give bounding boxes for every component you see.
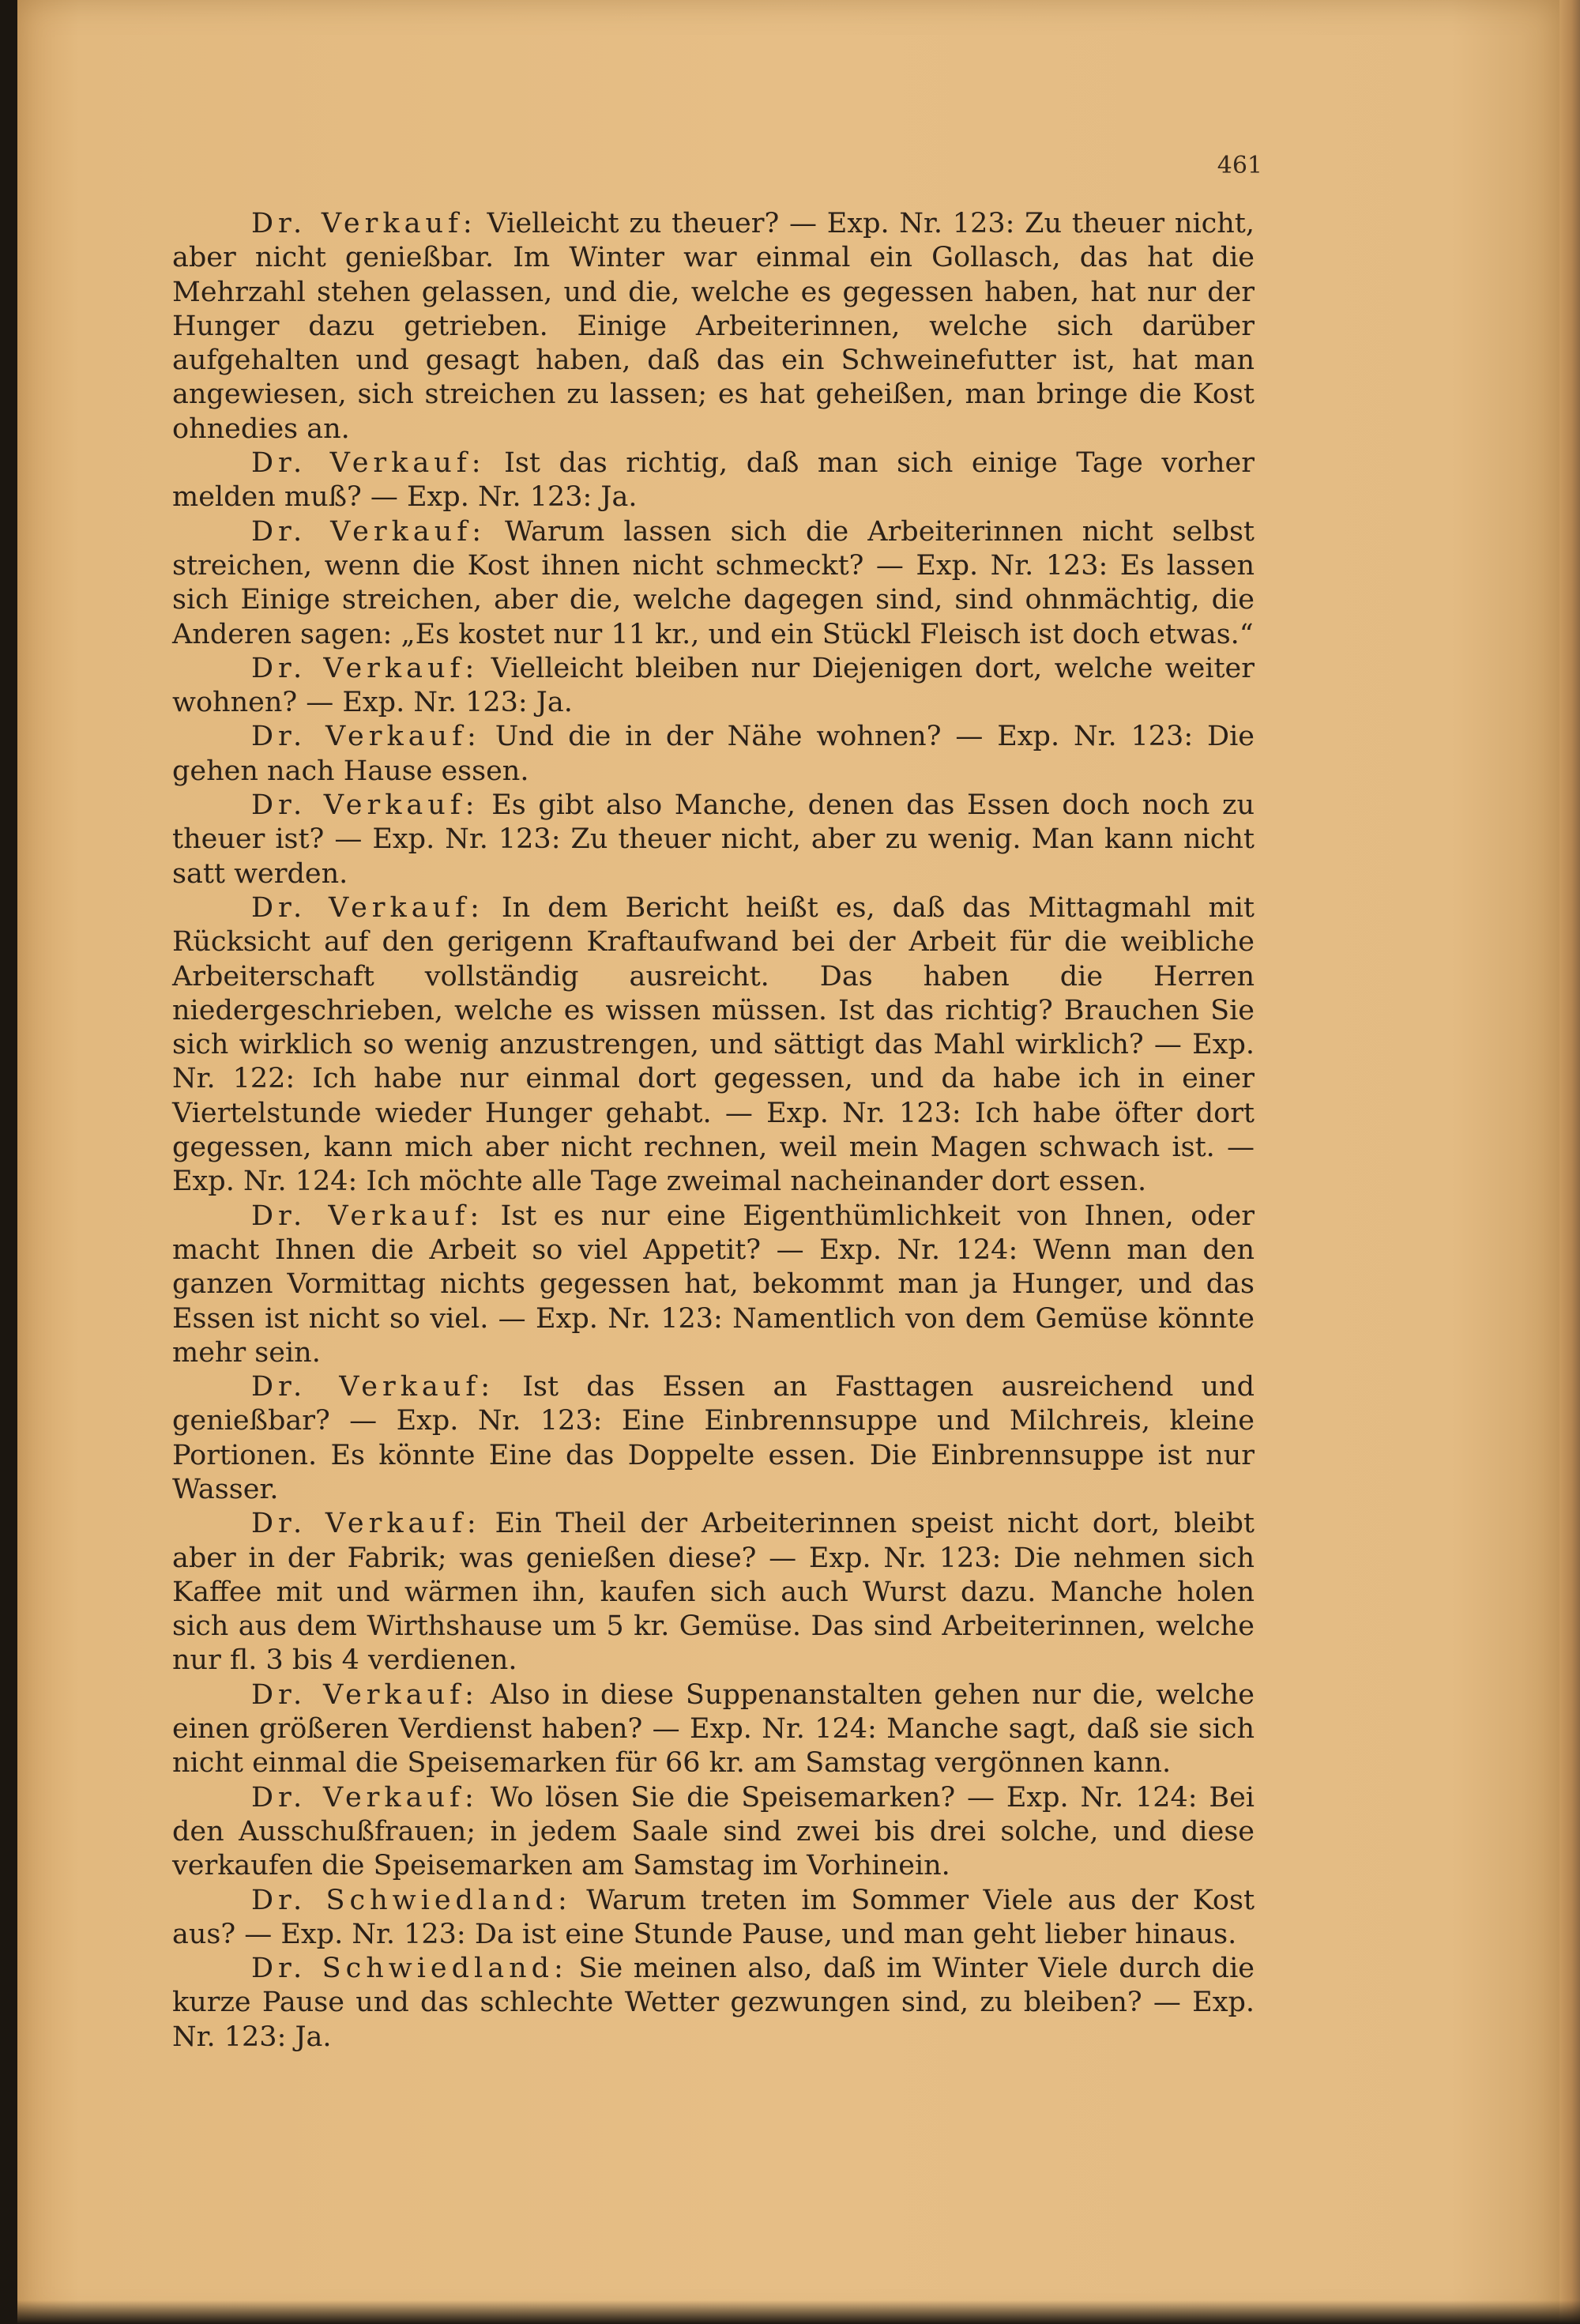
- speaker-label: Dr. Verkauf:: [251, 1508, 481, 1540]
- speaker-label: Dr. Verkauf:: [251, 208, 477, 239]
- paragraph-text: Sie meinen also, daß im Winter Viele durch die kurze Pause und das schlechte Wetter gezwungen sind, zu bleiben? — Exp. Nr. 123: Ja.: [172, 1953, 1255, 2053]
- paragraph-text: Warum treten im Sommer Viele aus der Kost aus? — Exp. Nr. 123: Da ist eine Stunde Pause, und man geht lieber hinaus.: [172, 1884, 1255, 1950]
- speaker-label: Dr. Verkauf:: [251, 721, 481, 753]
- paragraph-text: Ein Theil der Arbeiterinnen speist nicht dort, bleibt aber in der Fabrik; was genießen diese? — Exp. Nr. 123: Die nehmen sich Kaffee mit und wärmen ihn, kaufen sich auch Wurst dazu. Manche holen sich aus dem Wirthshause um 5 kr. Gemüse. Das sind Arbeiterinnen, welche nur fl. 3 bis 4 verdienen.: [172, 1508, 1255, 1677]
- page-edge: [1559, 0, 1580, 2324]
- paragraph: [172, 1781, 1255, 1884]
- paragraph: [172, 891, 1255, 1200]
- paragraph-text: Es gibt also Manche, denen das Essen doch noch zu theuer ist? — Exp. Nr. 123: Zu theuer nicht, aber zu wenig. Man kann nicht satt werden.: [172, 789, 1255, 890]
- speaker-label: Dr. Verkauf:: [251, 1678, 479, 1711]
- paragraph: [172, 720, 1255, 789]
- book-page: [17, 0, 1559, 2324]
- page-number: 461: [1217, 152, 1262, 179]
- speaker-label: Dr. Verkauf:: [251, 515, 486, 548]
- speaker-label: Dr. Verkauf:: [251, 891, 484, 924]
- paragraph: [172, 446, 1255, 515]
- speaker-label: Dr. Verkauf:: [251, 1781, 479, 1814]
- paragraph-text: Ist das richtig, daß man sich einige Tage vorher melden muß? — Exp. Nr. 123: Ja.: [172, 447, 1255, 514]
- paragraph: [172, 1884, 1255, 1953]
- paragraph: [172, 515, 1255, 652]
- speaker-label: Dr. Verkauf:: [251, 447, 486, 480]
- paragraph-text: Vielleicht bleiben nur Diejenigen dort, welche weiter wohnen? — Exp. Nr. 123: Ja.: [172, 652, 1255, 719]
- speaker-label: Dr. Verkauf:: [251, 652, 480, 684]
- paragraph-text: Ist das Essen an Fasttagen ausreichend und genießbar? — Exp. Nr. 123: Eine Einbrennsuppe und Milchreis, kleine Portionen. Es könnte Eine das Doppelte essen. Die Einbrennsuppe ist nur Wasser.: [172, 1371, 1255, 1505]
- paragraph-text: Ist es nur eine Eigenthümlichkeit von Ihnen, oder macht Ihnen die Arbeit so viel Appetit? — Exp. Nr. 124: Wenn man den ganzen Vormittag nichts gegessen hat, bekommt man ja Hunger, und das Essen ist nicht so viel. — Exp. Nr. 123: Namentlich von dem Gemüse könnte mehr sein.: [172, 1200, 1255, 1369]
- paragraph: [172, 652, 1255, 721]
- paragraph: [172, 1678, 1255, 1781]
- page-shadow: [0, 2300, 1580, 2324]
- speaker-label: Dr. Schwiedland:: [251, 1953, 568, 1985]
- paragraph-text: Und die in der Nähe wohnen? — Exp. Nr. 123: Die gehen nach Hause essen.: [172, 721, 1255, 787]
- paragraph-text: Also in diese Suppenanstalten gehen nur die, welche einen größeren Verdienst haben? — Exp. Nr. 124: Manche sagt, daß sie sich nicht einmal die Speisemarken für 66 kr. am Samstag vergönnen kann.: [172, 1678, 1255, 1780]
- paragraph: [172, 1507, 1255, 1678]
- paragraph-text: Warum lassen sich die Arbeiterinnen nicht selbst streichen, wenn die Kost ihnen nicht schmeckt? — Exp. Nr. 123: Es lassen sich Einige streichen, aber die, welche dagegen sind, sind ohnmächtig, die Anderen sagen: „Es kostet nur 11 kr., und ein Stückl Fleisch ist doch etwas.“: [172, 515, 1255, 650]
- speaker-label: Dr. Verkauf:: [251, 1200, 484, 1232]
- speaker-label: Dr. Verkauf:: [251, 1371, 495, 1403]
- speaker-label: Dr. Verkauf:: [251, 789, 480, 822]
- text-body: [172, 207, 1255, 2055]
- speaker-label: Dr. Schwiedland:: [251, 1884, 572, 1916]
- paragraph: [172, 789, 1255, 891]
- paragraph-text: Vielleicht zu theuer? — Exp. Nr. 123: Zu theuer nicht, aber nicht genießbar. Im Winter war einmal ein Gollasch, das hat die Mehrzahl stehen gelassen, und die, welche es gegessen haben, hat nur der Hunger dazu getrieben. Einige Arbeiterinnen, welche sich darüber aufgehalten und gesagt haben, daß das ein Schweinefutter ist, hat man angewiesen, sich streichen zu lassen; es hat geheißen, man bringe die Kost ohnedies an.: [172, 208, 1255, 445]
- paragraph: [172, 1952, 1255, 2055]
- paragraph: [172, 1370, 1255, 1507]
- paragraph: [172, 1200, 1255, 1370]
- paragraph-text: In dem Bericht heißt es, daß das Mittagmahl mit Rücksicht auf den gerigenn Kraftaufwand bei der Arbeit für die weibliche Arbeiterschaft vollständig ausreicht. Das haben die Herren niedergeschrieben, welche es wissen müssen. Ist das richtig? Brauchen Sie sich wirklich so wenig anzustrengen, und sättigt das Mahl wirklich? — Exp. Nr. 122: Ich habe nur einmal dort gegessen, und da habe ich in einer Viertelstunde wieder Hunger gehabt. — Exp. Nr. 123: Ich habe öfter dort gegessen, kann mich aber nicht rechnen, weil mein Magen schwach ist. — Exp. Nr. 124: Ich möchte alle Tage zweimal nacheinander dort essen.: [172, 891, 1255, 1198]
- paragraph-text: Wo lösen Sie die Speisemarken? — Exp. Nr. 124: Bei den Ausschußfrauen; in jedem Saale sind zwei bis drei solche, und diese verkaufen die Speisemarken am Samstag im Vorhinein.: [172, 1781, 1255, 1882]
- paragraph: [172, 207, 1255, 446]
